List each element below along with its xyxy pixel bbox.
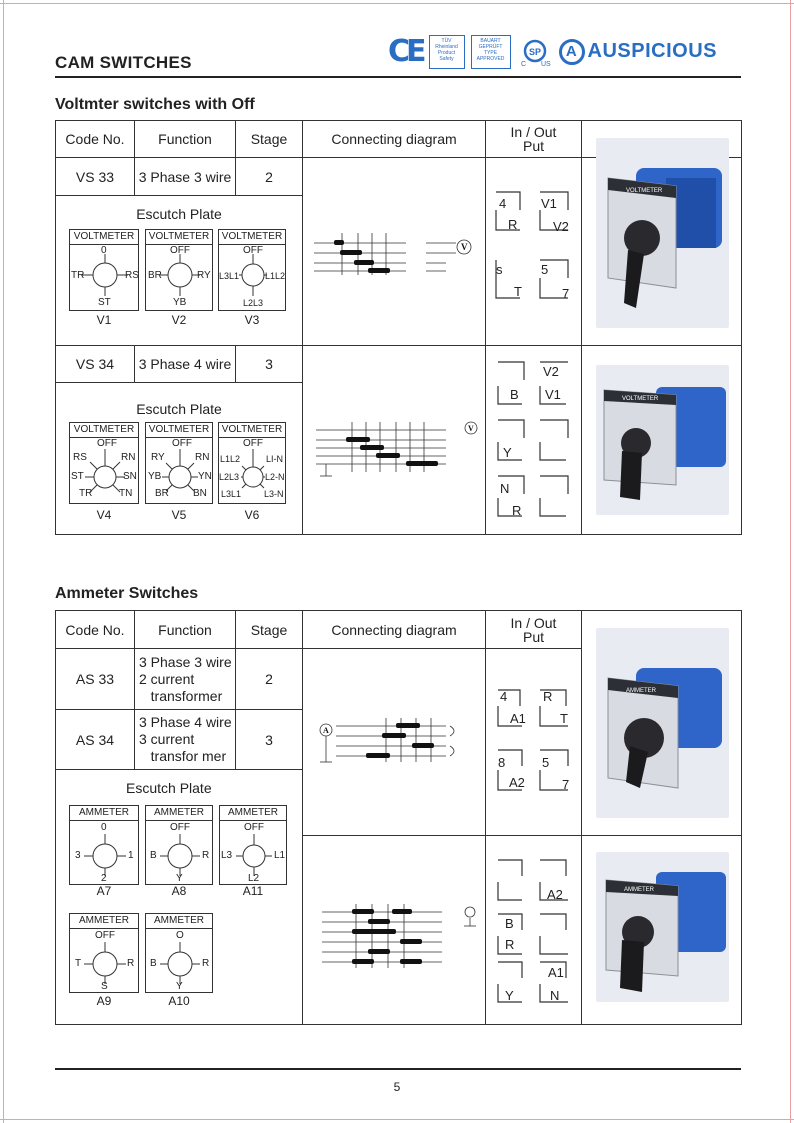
plate-label-bottom: S: [101, 981, 108, 992]
svg-text:V: V: [461, 242, 468, 252]
plate-name-v3: V3: [244, 313, 260, 327]
vs33-stage: 2: [235, 157, 303, 196]
plate-label-right: R: [202, 850, 210, 861]
plate-label-left: TR: [71, 270, 85, 281]
as34-code: AS 34: [55, 709, 135, 770]
plate-title: VOLTMETER: [219, 230, 285, 245]
photo-label: AMMETER: [626, 688, 656, 694]
io-label: B: [505, 916, 514, 931]
plate-label-bl: BR: [155, 488, 169, 499]
io-label: V1: [545, 387, 561, 402]
io-label: T: [514, 284, 522, 299]
photo-label: VOLTMETER: [622, 396, 659, 402]
io-label: R: [505, 937, 515, 952]
plate-label-left: ST: [71, 471, 84, 482]
io-label: N: [500, 481, 510, 496]
io-label: s: [496, 262, 503, 277]
plate-label-left: 3: [75, 850, 81, 861]
io-label: N: [550, 988, 560, 1003]
plate-label-tl: RY: [151, 452, 165, 463]
plate-label-right: L2-N: [265, 472, 285, 482]
io-label: Y: [505, 988, 514, 1003]
plate-a11: [219, 805, 287, 885]
io-label: T: [560, 711, 568, 726]
plate-label-left: B: [150, 958, 157, 969]
plate-name-v6: V6: [244, 508, 260, 522]
vs33-wiring-diagram: [306, 215, 482, 285]
plate-label-left: BR: [148, 270, 162, 281]
vs34-inout-diagram: [494, 360, 574, 520]
plate-label-top: OFF: [243, 438, 263, 449]
plate-label-right: SN: [123, 471, 137, 482]
plate-title: VOLTMETER: [146, 423, 212, 438]
plate-label-right: R: [202, 958, 210, 969]
plate-name-a10: A10: [168, 994, 190, 1008]
plate-label-top: OFF: [172, 438, 192, 449]
io-label: 7: [562, 777, 570, 792]
as33-function: 3 Phase 3 wire 2 current transformer: [134, 648, 236, 710]
vt-header-code: Code No.: [55, 120, 135, 158]
plate-label-top: OFF: [95, 930, 115, 941]
voltmeter-switch-photo-2: [596, 365, 729, 515]
csa-us-text: US: [540, 60, 551, 67]
vt-header-diagram: Connecting diagram: [302, 120, 486, 158]
io-label: A2: [547, 887, 563, 902]
as34-inout-diagram: [494, 858, 574, 1008]
plate-name-v4: V4: [96, 508, 112, 522]
vs34-wiring-diagram: [306, 410, 482, 485]
plate-label-br: BN: [193, 488, 207, 499]
plate-a10: [145, 913, 213, 993]
plate-label-bottom: L2L3: [243, 298, 264, 308]
plate-name-a8: A8: [171, 884, 187, 898]
at-header-function: Function: [134, 610, 236, 649]
plate-label-top: O: [176, 930, 184, 941]
plate-v2: [145, 229, 213, 311]
plate-name-v1: V1: [96, 313, 112, 327]
io-label: B: [510, 387, 519, 402]
io-label: A1: [510, 711, 526, 726]
io-label: V2: [553, 219, 569, 234]
vs33-function: 3 Phase 3 wire: [134, 157, 236, 196]
plate-v1: [69, 229, 139, 311]
plate-v3: [218, 229, 286, 311]
photo-label: VOLTMETER: [626, 188, 663, 194]
plate-title: AMMETER: [70, 806, 138, 821]
io-label: R: [543, 689, 553, 704]
plate-label-top: OFF: [244, 822, 264, 833]
plate-title: VOLTMETER: [219, 423, 285, 438]
plate-label-tl: RS: [73, 452, 87, 463]
plate-v6: [218, 422, 286, 504]
plate-label-tr: LI-N: [266, 454, 284, 464]
ce-mark-icon: CE: [388, 34, 423, 69]
io-label: 5: [542, 755, 550, 770]
plate-label-right: R: [127, 958, 135, 969]
at-header-diagram: Connecting diagram: [302, 610, 486, 649]
plate-name-v2: V2: [171, 313, 187, 327]
voltmeter-section-title: Voltmter switches with Off: [55, 96, 255, 113]
plate-a7: [69, 805, 139, 885]
io-label: 5: [541, 262, 549, 277]
plate-label-tr: RN: [195, 452, 210, 463]
type-approved-badge: BAUART GEPRÜFT TYPE APPROVED: [471, 35, 511, 69]
plate-label-bottom: 2: [101, 873, 107, 884]
io-label: V1: [541, 196, 557, 211]
plate-label-right: RY: [197, 270, 211, 281]
voltmeter-switch-photo-1: [596, 138, 729, 328]
page-number: 5: [393, 1080, 401, 1094]
plate-label-right: L1: [274, 850, 286, 861]
plate-name-a11: A11: [242, 884, 264, 898]
as33-stage: 2: [235, 648, 303, 710]
plate-label-bottom: Y: [176, 873, 183, 884]
header-rule: [55, 76, 741, 78]
plate-title: VOLTMETER: [70, 230, 138, 245]
plate-label-right: 1: [128, 850, 134, 861]
plate-label-br: L3-N: [264, 489, 284, 499]
plate-title: AMMETER: [146, 806, 212, 821]
as34-function: 3 Phase 4 wire 3 current transfor mer: [134, 709, 236, 770]
ammeter-section-title: Ammeter Switches: [55, 585, 199, 602]
plate-label-left: L2L3: [219, 472, 240, 482]
plate-label-tr: RN: [121, 452, 136, 463]
plate-v5: [145, 422, 213, 504]
right-margin-line: [790, 0, 791, 1123]
plate-label-left: YB: [148, 471, 162, 482]
plate-title: AMMETER: [70, 914, 138, 929]
io-label: Y: [503, 445, 512, 460]
plate-label-bottom: YB: [173, 297, 187, 308]
plate-name-v5: V5: [171, 508, 187, 522]
at-header-code: Code No.: [55, 610, 135, 649]
plate-v4: [69, 422, 139, 504]
vs34-code: VS 34: [55, 345, 135, 383]
plate-title: AMMETER: [146, 914, 212, 929]
as33-wiring-diagram: [316, 712, 476, 772]
at-header-inout: In / Out Put: [485, 610, 582, 649]
csa-text: SP: [528, 46, 541, 57]
plate-title: AMMETER: [220, 806, 286, 821]
plate-label-top: 0: [101, 245, 107, 256]
bottom-margin-line: [0, 1119, 794, 1120]
left-margin-line: [3, 0, 4, 1123]
tuv-logo-icon: TÜV Rheinland Product Safety: [429, 35, 465, 69]
plate-name-a9: A9: [96, 994, 112, 1008]
plate-label-left: L3L1: [219, 271, 240, 281]
plate-label-right: RS: [125, 270, 139, 281]
plate-label-bl: L3L1: [221, 489, 242, 499]
ammeter-escutch-title: Escutch Plate: [126, 780, 212, 796]
io-label: A1: [548, 965, 564, 980]
svg-text:A: A: [323, 726, 329, 735]
csa-logo-icon: [517, 37, 553, 67]
ammeter-switch-photo-1: [596, 628, 729, 818]
top-margin-line: [0, 3, 794, 4]
csa-c-text: C: [520, 60, 526, 67]
brand-name: AUSPICIOUS: [587, 40, 717, 62]
brand-mark-icon: A: [559, 39, 585, 65]
certification-logos: [388, 34, 717, 69]
plate-label-top: OFF: [243, 245, 263, 256]
plate-a9: [69, 913, 139, 993]
plate-label-br: TN: [119, 488, 133, 499]
vt-header-function: Function: [134, 120, 236, 158]
footer-rule: [55, 1068, 741, 1070]
io-label: 7: [562, 286, 570, 301]
vs34-stage: 3: [235, 345, 303, 383]
io-label: A2: [509, 775, 525, 790]
as33-code: AS 33: [55, 648, 135, 710]
photo-label: AMMETER: [624, 887, 654, 893]
plate-label-bottom: Y: [176, 981, 183, 992]
plate-label-bottom: L2: [248, 873, 260, 884]
plate-label-tl: L1L2: [220, 454, 241, 464]
plate-label-top: OFF: [170, 822, 190, 833]
plate-label-top: OFF: [170, 245, 190, 256]
plate-label-right: L1L2: [265, 271, 286, 281]
plate-title: VOLTMETER: [70, 423, 138, 438]
vs34-function: 3 Phase 4 wire: [134, 345, 236, 383]
io-label: 4: [500, 689, 508, 704]
plate-label-left: L3: [221, 850, 233, 861]
plate-title: VOLTMETER: [146, 230, 212, 245]
io-label: 4: [499, 196, 507, 211]
svg-text:V: V: [468, 424, 474, 433]
vt-header-inout: In / Out Put: [485, 120, 582, 158]
brand-logo: [559, 39, 717, 65]
plate-label-right: YN: [198, 471, 212, 482]
io-label: R: [508, 217, 518, 232]
page-title: CAM SWITCHES: [55, 53, 192, 72]
vs33-code: VS 33: [55, 157, 135, 196]
io-label: 8: [498, 755, 506, 770]
plate-label-top: OFF: [97, 438, 117, 449]
plate-label-left: T: [75, 958, 82, 969]
ammeter-switch-photo-2: [596, 852, 729, 1002]
plate-name-a7: A7: [96, 884, 112, 898]
plate-label-top: 0: [101, 822, 107, 833]
at-header-stage: Stage: [235, 610, 303, 649]
plate-label-left: B: [150, 850, 157, 861]
as34-stage: 3: [235, 709, 303, 770]
as34-wiring-diagram: [312, 898, 480, 978]
vs34-escutch-title: Escutch Plate: [136, 401, 222, 417]
plate-a8: [145, 805, 213, 885]
vt-header-stage: Stage: [235, 120, 303, 158]
io-label: R: [512, 503, 522, 518]
io-label: V2: [543, 364, 559, 379]
plate-label-bl: TR: [79, 488, 93, 499]
vs33-escutch-title: Escutch Plate: [136, 206, 222, 222]
plate-label-bottom: ST: [98, 297, 111, 308]
